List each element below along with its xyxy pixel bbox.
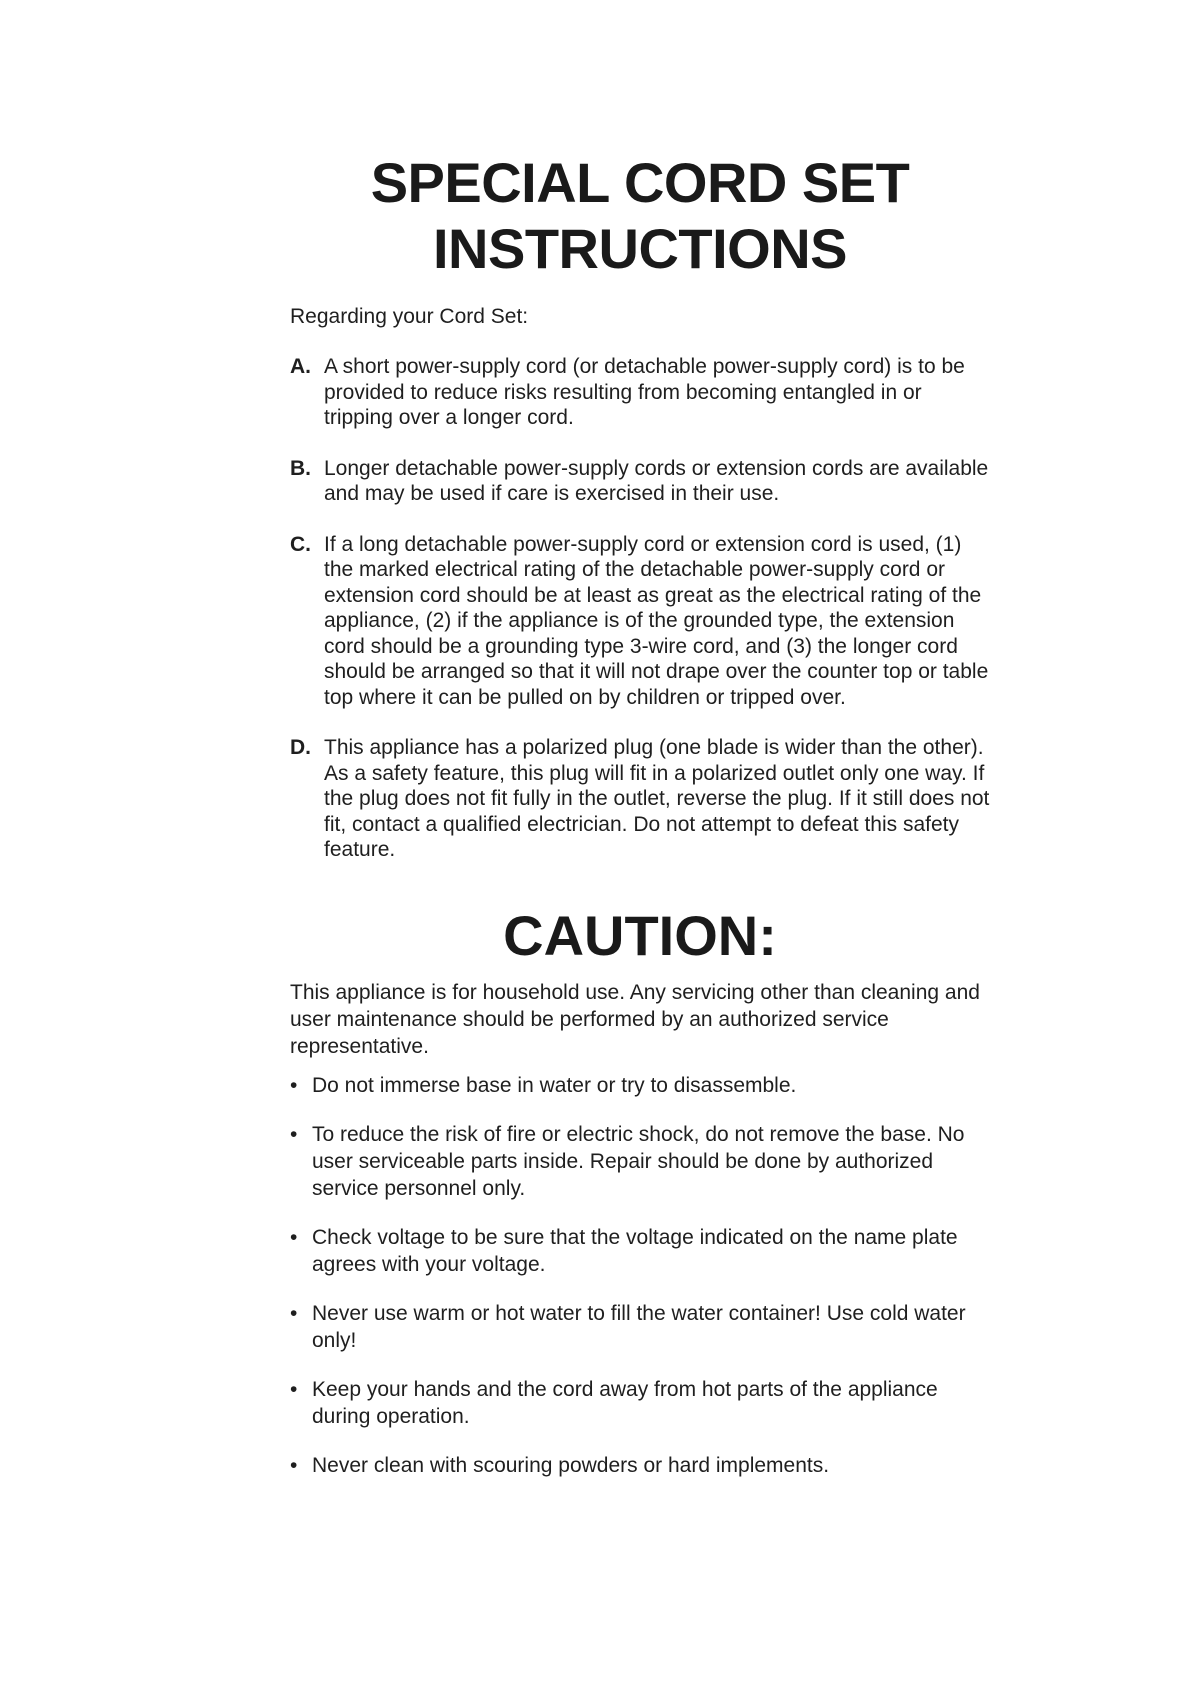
page-title (290, 150, 990, 282)
cord-instruction-item (290, 532, 990, 711)
item-letter: B. (290, 456, 311, 480)
cord-instruction-item (290, 735, 990, 863)
caution-item-text: Never use warm or hot water to fill the water container! Use cold water only! (312, 1301, 966, 1352)
cord-instructions-list (290, 354, 990, 863)
caution-item-text: Do not immerse base in water or try to disassemble. (312, 1073, 797, 1097)
item-letter: D. (290, 736, 311, 759)
caution-item (290, 1452, 990, 1479)
bullet-icon: • (290, 1122, 298, 1146)
caution-item (290, 1224, 990, 1278)
caution-item (290, 1072, 990, 1099)
page-title-line-1: SPECIAL CORD SET (370, 151, 910, 214)
caution-item (290, 1376, 990, 1430)
cord-set-intro: Regarding your Cord Set: (290, 305, 529, 328)
cord-instruction-item (290, 354, 990, 431)
bullet-icon: • (290, 1377, 298, 1401)
cord-instruction-item (290, 456, 990, 507)
caution-item-text: To reduce the risk of fire or electric shock, do not remove the base. No user serviceable parts inside. Repair should be done by authorized service personnel only. (312, 1122, 965, 1200)
bullet-icon: • (290, 1225, 298, 1249)
bullet-icon: • (290, 1301, 298, 1325)
caution-item (290, 1121, 990, 1202)
document-content (290, 150, 990, 1501)
caution-intro: This appliance is for household use. Any servicing other than cleaning and user maintenance should be performed by an authorized service representative. (290, 980, 980, 1058)
item-letter: C. (290, 532, 311, 556)
item-text: A short power-supply cord (or detachable power-supply cord) is to be provided to reduce risks resulting from becoming entangled in or tripping over a longer cord. (324, 355, 965, 429)
bullet-icon: • (290, 1453, 298, 1477)
caution-item (290, 1300, 990, 1354)
bullet-icon: • (290, 1073, 298, 1097)
caution-list (290, 1072, 990, 1479)
item-text: If a long detachable power-supply cord or extension cord is used, (1) the marked electrical rating of the detachable power-supply cord or extension cord should be at least as great as the electrical rating of the appliance, (2) if the appliance is of the grounded type, the extension cord should be a grounding type 3-wire cord, and (3) the longer cord should be arranged so that it will not drape over the counter top or table top where it can be pulled on by children or tripped over. (324, 532, 989, 709)
item-letter: A. (290, 355, 311, 378)
item-text: This appliance has a polarized plug (one blade is wider than the other). As a safety feature, this plug will fit in a polarized outlet only one way. If the plug does not fit fully in the outlet, reverse the plug. If it still does not fit, contact a qualified electrician. Do not attempt to defeat this safety feature. (324, 736, 990, 861)
page-title-line-2: INSTRUCTIONS (433, 217, 847, 280)
caution-item-text: Never clean with scouring powders or hard implements. (312, 1453, 830, 1477)
caution-item-text: Keep your hands and the cord away from hot parts of the appliance during operation. (312, 1377, 938, 1428)
caution-item-text: Check voltage to be sure that the voltage indicated on the name plate agrees with your voltage. (312, 1225, 958, 1276)
caution-heading: CAUTION: (503, 903, 777, 967)
item-text: Longer detachable power-supply cords or extension cords are available and may be used if care is exercised in their use. (324, 456, 989, 505)
